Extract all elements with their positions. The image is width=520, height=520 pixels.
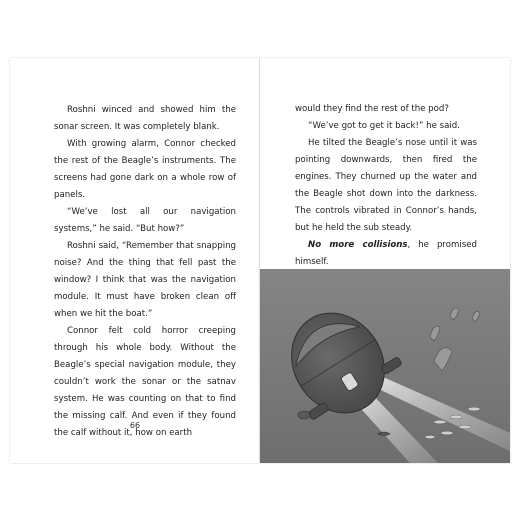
fish (441, 431, 453, 435)
paragraph-tail: , he promised himself. (295, 240, 477, 267)
fish (425, 435, 435, 438)
crab (298, 411, 310, 419)
paragraph: He tilted the Beagle’s nose until it was pointing downwards, then fired the engines. They churned up the water and the Beagle shot down into the darkness. The controls vibrated in Connor’s hands, but he held the sub steady. (295, 138, 477, 233)
fish (434, 420, 446, 424)
fish (450, 415, 462, 419)
fish (459, 425, 471, 429)
paragraph: Roshni said, “Remember that snapping noise? And the thing that fell past the window? I think that was the navigation module. It must have broken clean off when we hit the boat.” (54, 241, 236, 319)
paragraph: would they find the rest of the pod? (295, 104, 449, 114)
emphasis-text: No more collisions (308, 240, 408, 250)
paragraph-emphasis (295, 237, 477, 271)
paragraph: With growing alarm, Connor checked the rest of the Beagle’s instruments. The screens had gone dark on a whole row of panels. (54, 139, 236, 200)
paragraph: “We’ve lost all our navigation systems,” he said. “But how?” (54, 207, 236, 234)
right-page (260, 58, 510, 463)
right-page-text (295, 101, 477, 271)
fish (468, 407, 480, 411)
left-page (10, 58, 260, 463)
submarine-illustration (260, 269, 510, 463)
left-page-text (54, 102, 236, 442)
paragraph: Connor felt cold horror creeping through his whole body. Without the Beagle’s special navigation module, they couldn’t work the sonar or the satnav system. He was counting on that to find the missing calf. And even if they found the calf without it, how on earth (54, 326, 236, 438)
paragraph: “We’ve got to get it back!” he said. (308, 121, 460, 131)
paragraph: Roshni winced and showed him the sonar screen. It was completely blank. (54, 105, 236, 132)
page-number: 66 (129, 421, 141, 430)
illustration-svg (260, 269, 510, 463)
